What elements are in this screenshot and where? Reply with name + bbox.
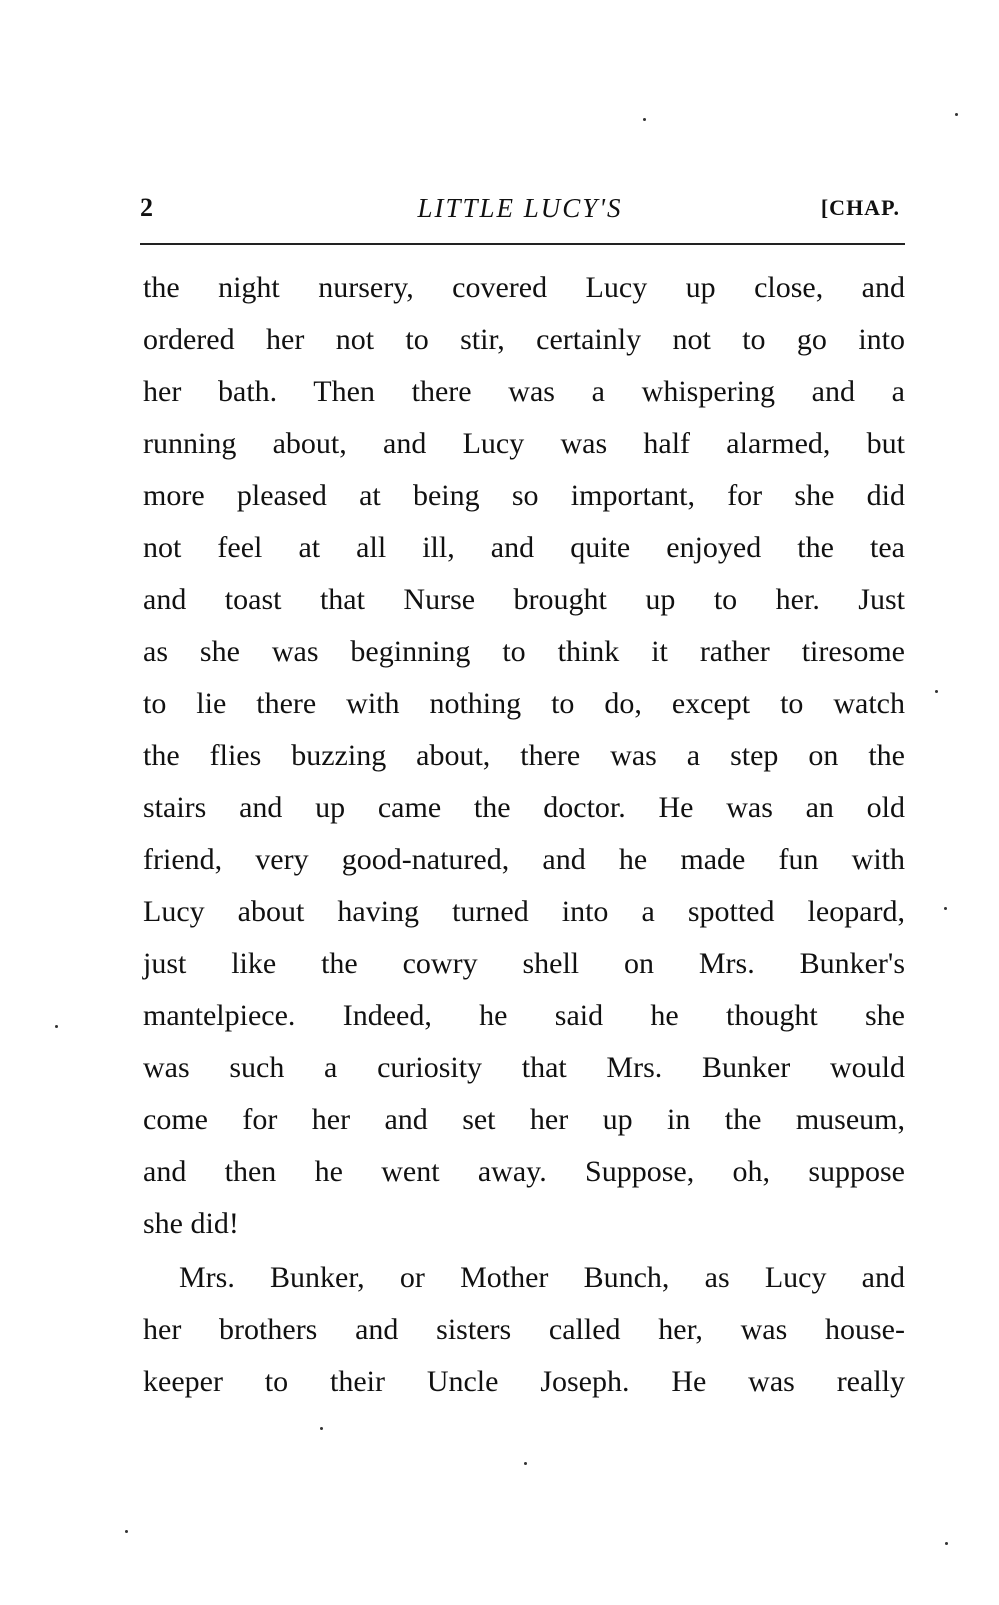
text-line: stairs and up came the doctor. He was an old <box>143 791 905 824</box>
text-line: was such a curiosity that Mrs. Bunker would <box>143 1051 905 1084</box>
scan-speck <box>944 907 947 910</box>
scan-speck <box>945 1542 948 1545</box>
scan-speck <box>935 690 938 693</box>
scan-speck <box>125 1530 128 1533</box>
text-line: she did! <box>143 1207 239 1240</box>
text-line: to lie there with nothing to do, except to watch <box>143 687 905 720</box>
text-line: more pleased at being so important, for she did <box>143 479 905 512</box>
text-line: Lucy about having turned into a spotted leopard, <box>143 895 905 928</box>
paragraph <box>143 262 905 1250</box>
paragraph <box>143 1252 905 1408</box>
text-line: come for her and set her up in the museum, <box>143 1103 905 1136</box>
scan-speck <box>55 1025 58 1028</box>
scan-speck <box>320 1427 323 1430</box>
text-line: mantelpiece. Indeed, he said he thought she <box>143 999 905 1032</box>
text-line: her bath. Then there was a whispering and a <box>143 375 905 408</box>
page-number: 2 <box>140 193 153 222</box>
text-line: the flies buzzing about, there was a step on the <box>143 739 905 772</box>
text-line: and then he went away. Suppose, oh, suppose <box>143 1155 905 1188</box>
scan-speck <box>955 113 958 116</box>
text-line: friend, very good-natured, and he made fun with <box>143 843 905 876</box>
text-line: as she was beginning to think it rather tiresome <box>143 635 905 668</box>
text-line: keeper to their Uncle Joseph. He was really <box>143 1365 905 1398</box>
text-line: and toast that Nurse brought up to her. Just <box>143 583 905 616</box>
text-line: her brothers and sisters called her, was house- <box>143 1313 905 1346</box>
chapter-label: [CHAP. <box>820 195 900 220</box>
scan-speck <box>524 1462 527 1465</box>
text-line: not feel at all ill, and quite enjoyed the tea <box>143 531 905 564</box>
text-line: Mrs. Bunker, or Mother Bunch, as Lucy and <box>179 1261 905 1294</box>
header-rule <box>140 243 905 245</box>
text-line: running about, and Lucy was half alarmed, but <box>143 427 905 460</box>
scan-speck <box>643 118 646 121</box>
page-header <box>140 193 900 233</box>
running-title: LITTLE LUCY'S <box>417 193 623 223</box>
text-line: ordered her not to stir, certainly not to go into <box>143 323 905 356</box>
text-line: just like the cowry shell on Mrs. Bunker's <box>143 947 905 980</box>
body-text <box>143 262 905 1408</box>
text-line: the night nursery, covered Lucy up close, and <box>143 271 905 304</box>
